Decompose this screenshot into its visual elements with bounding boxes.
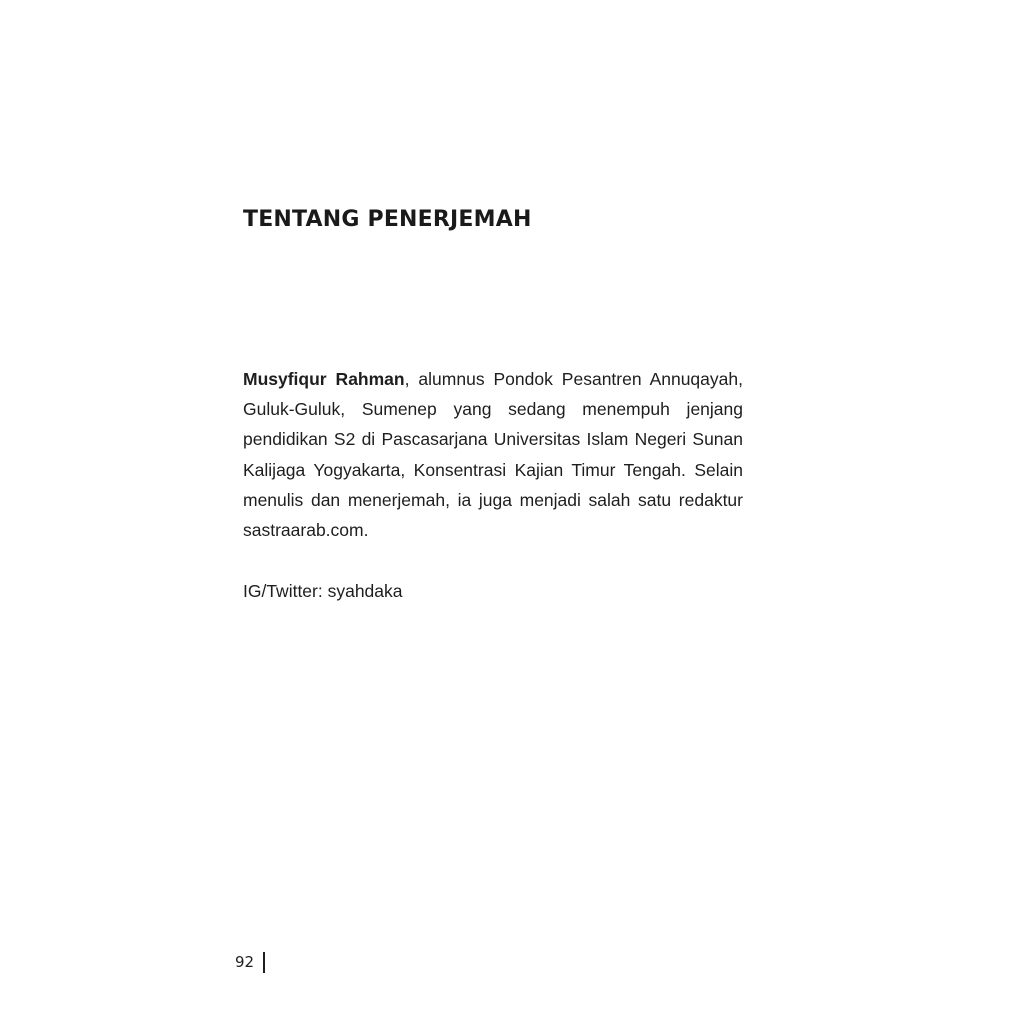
- social-handle: IG/Twitter: syahdaka: [243, 581, 403, 601]
- translator-name: Musyfiqur Rahman: [243, 369, 405, 389]
- translator-bio-text: , alumnus Pondok Pesantren Annuqayah, Guluk-Guluk, Sumenep yang sedang menempuh jenjang pendidikan S2 di Pascasarjana Universitas Islam Negeri Sunan Kalijaga Yogyakarta, Konsentrasi Kajian Timur Tengah. Selain menulis dan menerjemah, ia juga menjadi salah satu redaktur sastraarab.com.: [243, 369, 743, 541]
- footer-divider: [263, 952, 265, 973]
- page-title: TENTANG PENERJEMAH: [243, 207, 532, 232]
- page-footer: [235, 950, 265, 974]
- translator-bio: [243, 364, 743, 545]
- page-number: 92: [235, 953, 255, 971]
